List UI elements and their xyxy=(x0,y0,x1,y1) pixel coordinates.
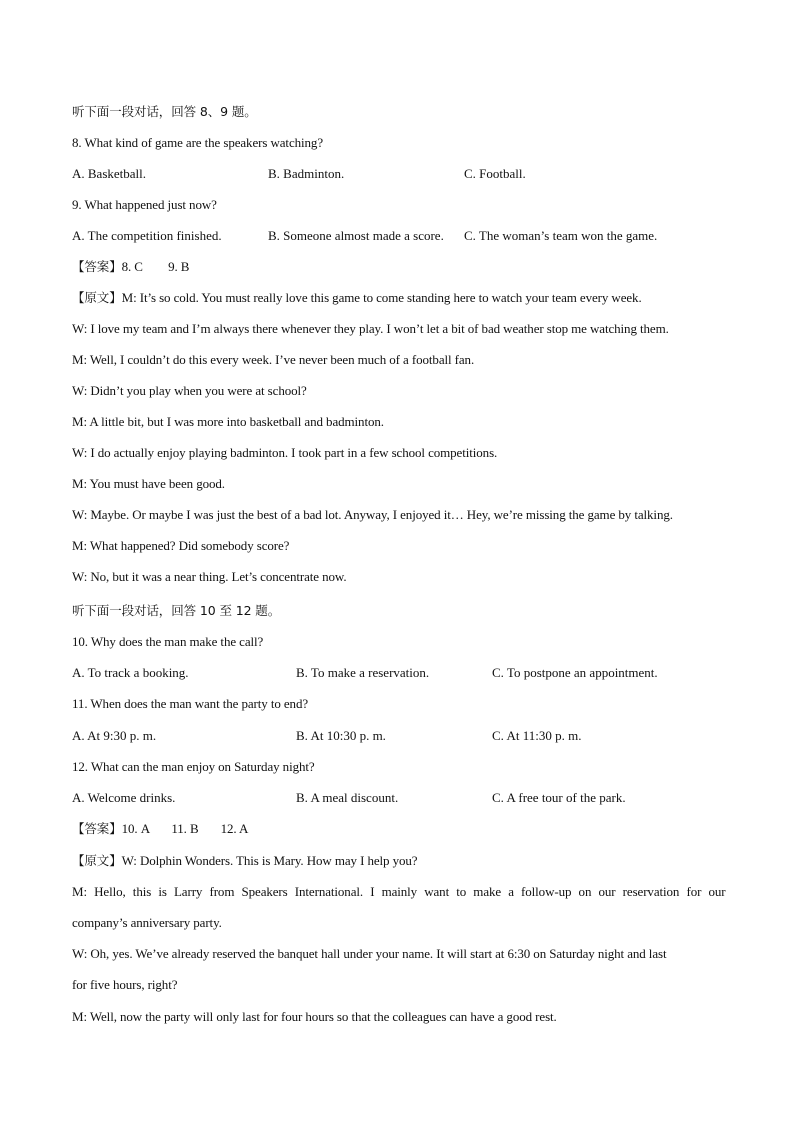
transcript-line: M: A little bit, but I was more into basketball and badminton. xyxy=(72,414,384,429)
transcript-line xyxy=(72,845,732,876)
option-a: A. Basketball. xyxy=(72,166,147,181)
option-a: A. At 9:30 p. m. xyxy=(72,728,157,743)
transcript-line: for five hours, right? xyxy=(72,977,178,992)
option-b: B. A meal discount. xyxy=(296,790,399,805)
transcript-line: W: I do actually enjoy playing badminton. I took part in a few school competitions. xyxy=(72,445,498,460)
answer-line-10-12 xyxy=(72,813,732,844)
option-b: B. At 10:30 p. m. xyxy=(296,728,386,743)
answer-text: 10. A 11. B 12. A xyxy=(121,821,249,836)
answer-line-8-9 xyxy=(72,251,732,282)
transcript-line: W: No, but it was a near thing. Let’s concentrate now. xyxy=(72,569,347,584)
transcript-line: company’s anniversary party. xyxy=(72,915,222,930)
option-b: B. To make a reservation. xyxy=(296,665,430,680)
transcript-line: M: Hello, this is Larry from Speakers International. I mainly want to make a follow-up on our reservation for our xyxy=(72,884,726,899)
option-c: C. Football. xyxy=(464,166,526,181)
option-a: A. Welcome drinks. xyxy=(72,790,176,805)
transcript-line: W: I love my team and I’m always there whenever they play. I won’t let a bit of bad weather stop me watching them. xyxy=(72,321,669,336)
question-11-options xyxy=(72,720,732,751)
question-12: 12. What can the man enjoy on Saturday night? xyxy=(72,759,315,774)
section-intro-8-9: 听下面一段对话，回答 8、9 题。 xyxy=(72,104,257,119)
option-c: C. At 11:30 p. m. xyxy=(492,728,582,743)
transcript-line: M: Well, I couldn’t do this every week. I’ve never been much of a football fan. xyxy=(72,352,475,367)
question-10-options xyxy=(72,657,732,688)
option-c: C. The woman’s team won the game. xyxy=(464,228,658,243)
transcript-line: W: Maybe. Or maybe I was just the best of a bad lot. Anyway, I enjoyed it… Hey, we’re missing the game by talking. xyxy=(72,507,673,522)
option-a: A. To track a booking. xyxy=(72,665,189,680)
question-8: 8. What kind of game are the speakers watching? xyxy=(72,135,323,150)
transcript-line: M: You must have been good. xyxy=(72,476,225,491)
question-9-options xyxy=(72,220,732,251)
transcript-tag: 【原文】 xyxy=(72,853,122,868)
question-11: 11. When does the man want the party to end? xyxy=(72,696,309,711)
option-c: C. A free tour of the park. xyxy=(492,790,626,805)
transcript-line: W: Didn’t you play when you were at school? xyxy=(72,383,307,398)
question-10: 10. Why does the man make the call? xyxy=(72,634,264,649)
question-12-options xyxy=(72,782,732,813)
transcript-line xyxy=(72,282,732,313)
transcript-tag: 【原文】 xyxy=(72,290,122,305)
question-9: 9. What happened just now? xyxy=(72,197,217,212)
answer-tag: 【答案】 xyxy=(72,821,122,836)
option-b: B. Someone almost made a score. xyxy=(268,228,444,243)
transcript-line: W: Oh, yes. We’ve already reserved the banquet hall under your name. It will start at 6:30 on Saturday night and last xyxy=(72,946,667,961)
option-a: A. The competition finished. xyxy=(72,228,222,243)
answer-tag: 【答案】 xyxy=(72,259,122,274)
transcript-line: M: Well, now the party will only last for four hours so that the colleagues can have a good rest. xyxy=(72,1009,557,1024)
transcript-text: M: It’s so cold. You must really love this game to come standing here to watch your team every week. xyxy=(121,290,642,305)
question-8-options xyxy=(72,158,732,189)
answer-text: 8. C 9. B xyxy=(121,259,190,274)
transcript-line: M: What happened? Did somebody score? xyxy=(72,538,290,553)
option-b: B. Badminton. xyxy=(268,166,345,181)
transcript-text: W: Dolphin Wonders. This is Mary. How may I help you? xyxy=(121,853,418,868)
section-intro-10-12: 听下面一段对话，回答 10 至 12 题。 xyxy=(72,603,281,618)
option-c: C. To postpone an appointment. xyxy=(492,665,658,680)
